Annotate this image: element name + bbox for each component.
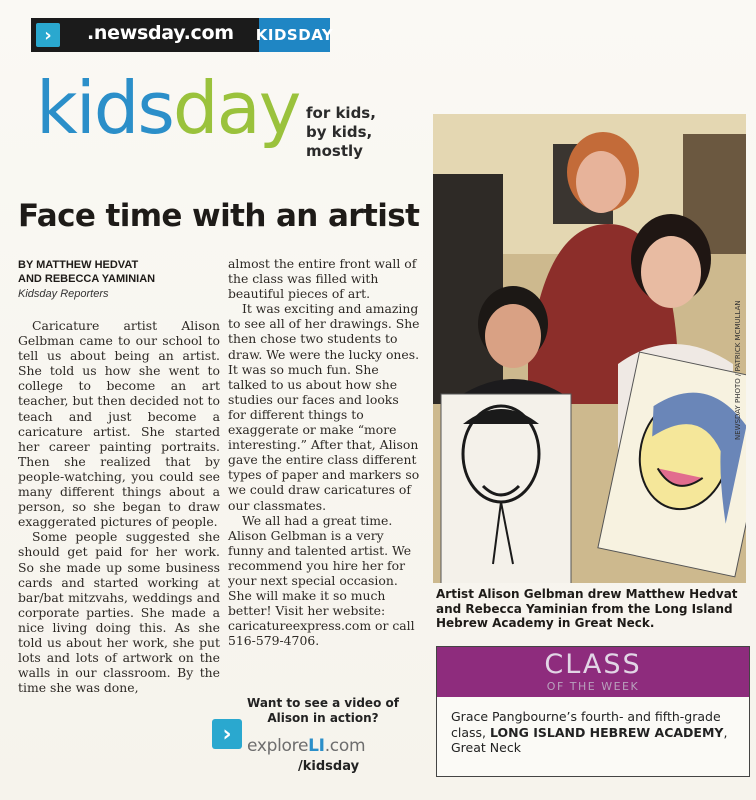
arrow-right-icon[interactable]: › [212, 719, 242, 749]
class-box-header [437, 647, 749, 697]
logo-kids: kids [36, 66, 173, 150]
kidsday-tagline [306, 104, 376, 161]
byline [18, 258, 155, 286]
class-box-school: LONG ISLAND HEBREW ACADEMY [489, 724, 724, 740]
site-brand: LI [308, 736, 325, 756]
photo-illustration [433, 114, 746, 583]
article-photo [433, 114, 746, 583]
site-suffix: .com [324, 736, 366, 756]
paragraph: Caricature artist Alison Gelbman came to our school to tell us about being an artist. She told us how she went to college to become an art teacher, but then decided not to teach and just become a caricature artist. She started her career painting portraits. Then she realized that by people-watching, you could see many different things about a person, so she began to draw exaggerated pictures of people. [18, 318, 220, 530]
byline-line: BY MATTHEW HEDVAT [18, 259, 139, 271]
article-headline: Face time with an artist [18, 198, 420, 234]
banner-site[interactable]: .newsday.com [87, 22, 234, 44]
class-box-subtitle: OF THE WEEK [546, 680, 640, 693]
paragraph: It was exciting and amazing to see all of her drawings. She then chose two students to draw. We were the lucky ones. It was so much fun. She talked to us about how she studies our faces and looks for different things to exaggerate or make “more interesting.” After that, Alison gave the entire class different types of paper and markers so we could draw caricatures of our classmates. [228, 301, 420, 513]
explore-li-link[interactable] [247, 736, 365, 756]
class-box-plain: Grace Pangbourne’s fourth- and fifth-grade class, [451, 709, 721, 740]
arrow-right-icon: › [36, 23, 60, 47]
class-box-text [451, 709, 741, 756]
class-box-tail: , Great Neck [451, 724, 728, 755]
paragraph: We all had a great time. Alison Gelbman is a very funny and talented artist. We recommend you hire her for your next special occasion. She will make it so much better! Visit her website: caricatureexpress.com or call 516-579-4706. [228, 512, 415, 649]
paragraph: Some people suggested she should get paid for her work. So she made up some business cards and started working at bar/bat mitzvahs, weddings and corporate parties. She made a nice living doing this. As she told us about her work, she put lots and lots of artwork on the walls in our classroom. By the time she was done, [18, 529, 220, 696]
site-prefix: explore [247, 736, 309, 756]
class-of-the-week-box [436, 646, 750, 777]
paragraph: almost the entire front wall of the class was filled with beautiful pieces of art. [228, 256, 417, 302]
video-promo-question: Want to see a video of Alison in action? [247, 696, 399, 725]
class-box-title: CLASS [544, 649, 642, 680]
byline-line: AND REBECCA YAMINIAN [18, 273, 156, 285]
kidsday-logo [36, 66, 300, 150]
article-column-2 [228, 256, 420, 648]
tagline-line: mostly [306, 142, 363, 160]
article-column-1 [18, 318, 220, 695]
tagline-line: by kids, [306, 123, 373, 141]
photo-caption: Artist Alison Gelbman drew Matthew Hedvat and Rebecca Yaminian from the Long Island Hebrew Academy in Great Neck. [436, 587, 738, 630]
tagline-line: for kids, [306, 104, 376, 122]
banner-section-tag: KIDSDAY [259, 18, 330, 52]
newsday-banner [31, 18, 334, 52]
logo-day: day [172, 66, 300, 150]
byline-role: Kidsday Reporters [18, 288, 109, 300]
photo-credit: NEWSDAY PHOTO / PATRICK MCMULLAN [734, 300, 742, 440]
promo-path[interactable]: /kidsday [298, 759, 360, 774]
